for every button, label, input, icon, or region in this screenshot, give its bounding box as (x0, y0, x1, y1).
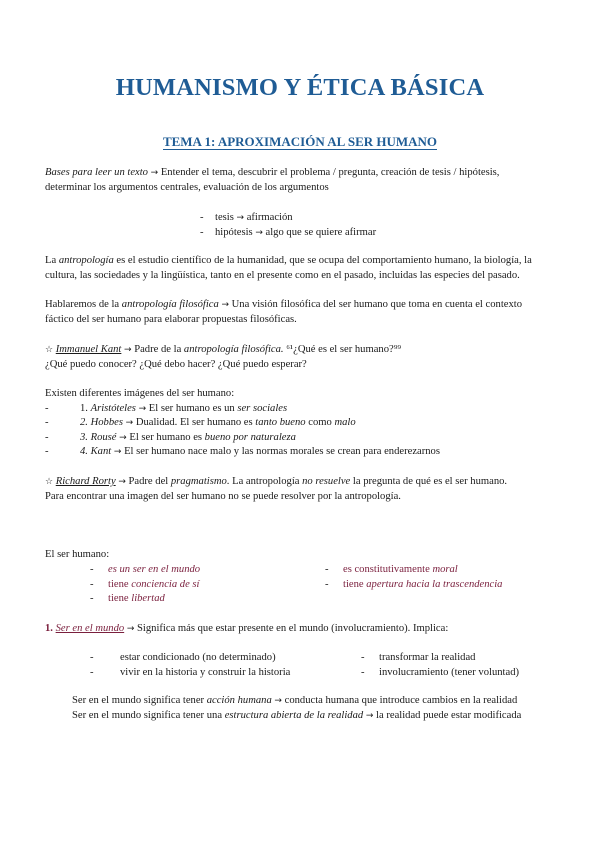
list-item (45, 431, 557, 446)
arrow-icon: → (126, 624, 135, 634)
rorty-paragraph (45, 475, 557, 504)
kant-paragraph (45, 343, 557, 372)
star-icon: ☆ (45, 477, 54, 487)
item-number: 3. (80, 431, 88, 443)
emphasis: malo (334, 417, 356, 429)
bases-text-2: determinar los argumentos centrales, evaluación de los argumentos (45, 181, 329, 193)
text-line: Existen diferentes imágenes del ser humano: (45, 388, 235, 399)
emphasis: apertura hacia la trascendencia (366, 578, 503, 590)
arrow-icon: → (236, 213, 245, 223)
text-line: Para encontrar una imagen del ser humano no se puede resolver por la antropología. (45, 490, 401, 502)
emphasis: bueno por naturaleza (204, 431, 296, 443)
arrow-icon: → (274, 696, 282, 706)
term-ser-en-el-mundo: Ser en el mundo (55, 623, 125, 634)
list-item-text: vivir en la historia y construir la historia (120, 666, 291, 678)
antropologia-paragraph (45, 254, 557, 283)
text-fragment: El ser humano nace malo y las normas morales se crean para enderezarnos (121, 446, 440, 458)
arrow-icon: → (113, 447, 122, 458)
bullet-dash: - (90, 652, 94, 663)
bullet-dash: - (325, 578, 329, 590)
text-fragment: ⁶¹¿Qué es el ser humano?⁹⁹ (283, 344, 402, 355)
list-item (90, 666, 290, 681)
bases-text-1: Entender el tema, descubrir el problema / pregunta, creación de tesis / hipótesis, (158, 167, 500, 178)
bullet-dash: - (90, 593, 94, 605)
text-fragment: Ser en el mundo significa tener (72, 695, 207, 706)
list-item (325, 563, 502, 578)
bullet-dash: - (45, 417, 49, 429)
text-fragment: Ser en el mundo significa tener una (72, 709, 225, 721)
emphasis: no resuelve (302, 476, 351, 487)
emphasis: tanto bueno (255, 417, 306, 429)
text-fragment: Significa más que estar presente en el mundo (involucramiento). Implica: (134, 623, 449, 634)
list-item (45, 416, 557, 431)
bullet-dash: - (200, 226, 204, 238)
bullet-dash: - (325, 564, 329, 575)
list-item (45, 445, 557, 460)
term-antropologia: antropología (58, 255, 114, 266)
item-number: 1. (80, 402, 88, 414)
section-number: 1. (45, 623, 53, 634)
list-item (90, 651, 290, 666)
term-fragment: antropología filosófica. (183, 344, 284, 355)
term-antropologia-filosofica: antropología filosófica (121, 299, 219, 310)
bullet-dash: - (45, 402, 49, 414)
arrow-icon: → (119, 432, 127, 443)
arrow-icon: → (255, 227, 263, 238)
arrow-icon: → (221, 300, 229, 310)
text-fragment: tiene (108, 578, 132, 590)
text-fragment: . La antropología (226, 476, 303, 487)
ser-humano-right-list (325, 563, 502, 592)
page-title: HUMANISMO Y ÉTICA BÁSICA (115, 74, 485, 101)
bases-lead: Bases para leer un texto (45, 167, 148, 178)
section-subtitle (0, 133, 600, 150)
text-fragment: Dualidad. El ser humano es (133, 417, 256, 429)
star-icon: ☆ (45, 345, 54, 355)
subtitle-text: TEMA 1: APROXIMACIÓN AL SER HUMANO (162, 134, 438, 149)
emphasis: ser sociales (237, 402, 288, 414)
emphasis: estructura abierta de la realidad (224, 709, 364, 721)
text-fragment: como (305, 417, 335, 429)
ser-humano-intro: El ser humano: (45, 549, 110, 560)
text-fragment: tiene (343, 578, 367, 590)
arrow-icon: → (124, 345, 132, 355)
list-item-term: tesis (215, 212, 234, 223)
text-fragment: Padre del (125, 476, 171, 487)
list-item-def: algo que se quiere afirmar (265, 226, 377, 238)
author-name: Aristóteles (90, 402, 136, 414)
list-item-term: hipótesis (215, 226, 253, 238)
list-item (90, 578, 200, 593)
text-fragment: El ser humano es un (146, 402, 238, 414)
bullet-dash: - (45, 431, 49, 443)
term-pragmatismo: pragmatismo (170, 476, 227, 487)
emphasis: es un ser en el mundo (108, 564, 201, 575)
author-name: Kant (90, 446, 112, 458)
text-line: fáctico del ser humano para elaborar propuestas filosóficas. (45, 313, 297, 325)
list-item (45, 402, 557, 417)
bullet-dash: - (90, 564, 94, 575)
bullet-dash: - (361, 666, 365, 678)
bullet-dash: - (90, 578, 94, 590)
list-item (90, 592, 200, 607)
text-line: cultura, las sociedades y la lingüística, tanto en el presente como en el pasado, incluidas las especies del pasado. (45, 269, 520, 281)
emphasis: acción humana (206, 695, 272, 706)
author-name: Rousé (90, 431, 117, 443)
text-fragment: tiene (108, 593, 132, 605)
seccion-1-left-list (90, 651, 290, 680)
bases-list (200, 211, 376, 240)
item-number: 2. (80, 417, 88, 429)
list-item-text: involucramiento (tener voluntad) (379, 666, 520, 678)
text-fragment: Una visión filosófica del ser humano que toma en cuenta el contexto (229, 299, 523, 310)
emphasis: moral (432, 564, 458, 575)
list-item (90, 563, 200, 578)
bullet-dash: - (90, 666, 94, 678)
list-item (361, 651, 519, 666)
text-fragment: la realidad puede estar modificada (373, 709, 522, 721)
bullet-dash: - (200, 212, 204, 223)
imagenes-paragraph (45, 387, 557, 460)
ser-humano-left-list (90, 563, 200, 607)
author-kant: Immanuel Kant (55, 344, 122, 355)
bases-paragraph (45, 166, 557, 195)
list-item-text: transformar la realidad (379, 652, 476, 663)
text-fragment: Padre de la (131, 344, 184, 355)
author-rorty: Richard Rorty (55, 476, 116, 487)
author-name: Hobbes (90, 417, 123, 429)
bullet-dash: - (361, 652, 365, 663)
list-item-text: estar condicionado (no determinado) (120, 652, 276, 663)
text-fragment: La (45, 255, 59, 266)
arrow-icon: → (365, 710, 374, 721)
text-fragment: Hablaremos de la (45, 299, 122, 310)
bullet-dash: - (45, 446, 49, 458)
list-item (325, 578, 502, 593)
item-number: 4. (80, 446, 88, 458)
text-line: ¿Qué puedo conocer? ¿Qué debo hacer? ¿Qué puedo esperar? (45, 358, 307, 370)
arrow-icon: → (118, 477, 126, 487)
list-item (200, 226, 376, 241)
list-item (361, 666, 519, 681)
list-item (200, 211, 376, 226)
emphasis: libertad (131, 593, 165, 605)
arrow-icon: → (125, 418, 134, 429)
seccion-1-summary (72, 694, 572, 723)
text-fragment: El ser humano es (126, 431, 205, 443)
emphasis: conciencia de sí (131, 578, 200, 590)
arrow-icon: → (138, 403, 147, 414)
text-fragment: la pregunta de qué es el ser humano. (350, 476, 508, 487)
text-fragment: es el estudio científico de la humanidad, que se ocupa del comportamiento humano, la biología, la (113, 255, 532, 266)
list-item-def: afirmación (246, 212, 293, 223)
seccion-1-heading (45, 622, 557, 637)
arrow-icon: → (150, 168, 159, 178)
filosofica-paragraph (45, 298, 557, 327)
text-fragment: es constitutivamente (343, 564, 433, 575)
text-fragment: conducta humana que introduce cambios en la realidad (281, 695, 518, 706)
seccion-1-right-list (361, 651, 519, 680)
